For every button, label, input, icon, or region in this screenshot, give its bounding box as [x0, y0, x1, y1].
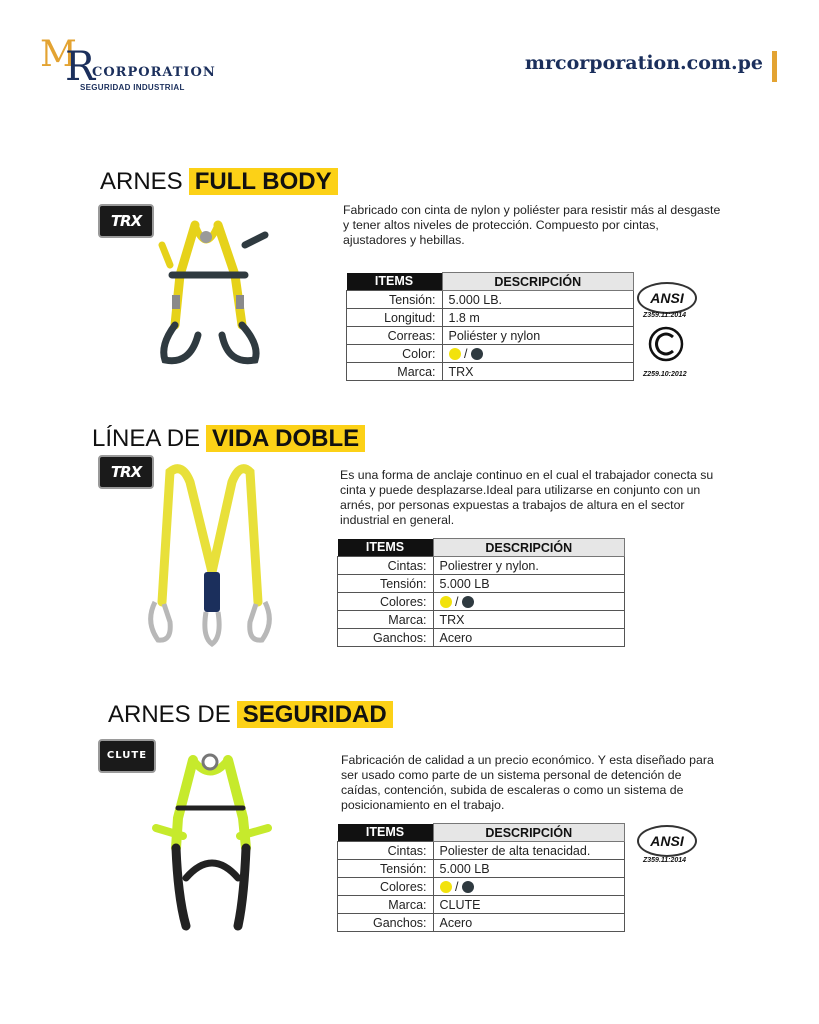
- row-label: Cintas:: [338, 557, 434, 575]
- items-header: ITEMS: [338, 824, 434, 842]
- csa-certification-icon: [648, 326, 684, 362]
- row-value: TRX: [433, 611, 625, 629]
- row-value: CLUTE: [433, 896, 625, 914]
- ansi-logo: ANSI: [637, 825, 697, 857]
- table-row: [338, 611, 625, 629]
- row-value: Acero: [433, 629, 625, 647]
- table-row: [347, 291, 634, 309]
- brand-badge-clute: CLUTE: [98, 739, 156, 773]
- safety-harness-image: [148, 748, 278, 933]
- spec-table-seguridad: [337, 823, 625, 932]
- row-label: Ganchos:: [338, 629, 434, 647]
- row-value-colors: /: [433, 593, 625, 611]
- product-description: Fabricación de calidad a un precio económico. Y esta diseñado para ser usado como parte de un sistema personal de detención de caídas, contención, subida de escaleras o como un sistema de posicionamiento en el trabajo.: [341, 753, 714, 812]
- row-label: Tensión:: [338, 575, 434, 593]
- spec-table-full-body: [346, 272, 634, 381]
- full-body-harness-image: [150, 215, 270, 370]
- row-label: Longitud:: [347, 309, 443, 327]
- title-highlight: VIDA DOBLE: [206, 425, 365, 452]
- description-header: DESCRIPCIÓN: [442, 273, 634, 291]
- title-plain: ARNES: [100, 168, 183, 195]
- csa-standard-code: Z259.10:2012: [643, 371, 687, 378]
- dark-color-swatch: [462, 596, 474, 608]
- row-label: Correas:: [347, 327, 443, 345]
- title-plain: LÍNEA DE: [92, 425, 201, 452]
- brand-badge-trx: TRX: [98, 455, 154, 489]
- title-highlight: FULL BODY: [189, 168, 338, 195]
- header-accent-bar: [772, 51, 777, 82]
- dark-color-swatch: [471, 348, 483, 360]
- dark-color-swatch: [462, 881, 474, 893]
- yellow-color-swatch: [449, 348, 461, 360]
- ansi-standard-code: Z359.11:2014: [643, 312, 687, 319]
- row-value: Poliestrer y nylon.: [433, 557, 625, 575]
- logo-company-name: CORPORATION: [92, 65, 216, 80]
- table-row: [338, 914, 625, 932]
- table-row: [338, 557, 625, 575]
- product-title-vida-doble: [92, 425, 365, 453]
- ansi-logo: ANSI: [637, 282, 697, 314]
- row-value: TRX: [442, 363, 634, 381]
- product-description: Es una forma de anclaje continuo en el cual el trabajador conecta su cinta y puede desplazarse.Ideal para utilizarse en conjunto con un arnés, por personas expuestas a trabajos de altura en el sector industrial en general.: [340, 468, 714, 527]
- table-row: [338, 878, 625, 896]
- logo-tagline: SEGURIDAD INDUSTRIAL: [80, 83, 185, 92]
- logo-letter-m: M: [40, 34, 77, 75]
- logo-letter-r: R: [65, 44, 96, 90]
- table-row: [347, 345, 634, 363]
- description-header: DESCRIPCIÓN: [433, 824, 625, 842]
- description-header: DESCRIPCIÓN: [433, 539, 625, 557]
- table-row: [338, 593, 625, 611]
- row-label: Cintas:: [338, 842, 434, 860]
- row-value: 5.000 LB.: [442, 291, 634, 309]
- table-row: [338, 575, 625, 593]
- table-row: [347, 327, 634, 345]
- title-plain: ARNES DE: [108, 701, 231, 728]
- items-header: ITEMS: [338, 539, 434, 557]
- company-logo: [40, 34, 230, 98]
- table-row: [347, 309, 634, 327]
- row-value: 5.000 LB: [433, 860, 625, 878]
- row-label: Tensión:: [347, 291, 443, 309]
- row-value-colors: /: [442, 345, 634, 363]
- row-label: Marca:: [347, 363, 443, 381]
- table-row: [338, 896, 625, 914]
- row-label: Marca:: [338, 896, 434, 914]
- yellow-color-swatch: [440, 596, 452, 608]
- items-header: ITEMS: [347, 273, 443, 291]
- table-row: [338, 629, 625, 647]
- table-row: [338, 860, 625, 878]
- product-title-seguridad: [108, 701, 393, 729]
- product-description: Fabricado con cinta de nylon y poliéster para resistir más al desgaste y tener altos niveles de protección. Compuesto por cintas, ajustadores y hebillas.: [343, 203, 721, 247]
- row-value: Poliéster y nylon: [442, 327, 634, 345]
- website-url[interactable]: mrcorporation.com.pe: [524, 52, 763, 74]
- row-label: Colores:: [338, 878, 434, 896]
- table-row: [338, 842, 625, 860]
- row-label: Ganchos:: [338, 914, 434, 932]
- row-value: 1.8 m: [442, 309, 634, 327]
- row-label: Tensión:: [338, 860, 434, 878]
- yellow-color-swatch: [440, 881, 452, 893]
- table-row: [347, 363, 634, 381]
- ansi-standard-code: Z359.11:2014: [643, 857, 687, 864]
- row-value: 5.000 LB: [433, 575, 625, 593]
- title-highlight: SEGURIDAD: [237, 701, 393, 728]
- row-value-colors: /: [433, 878, 625, 896]
- brand-badge-trx: TRX: [98, 204, 154, 238]
- row-label: Marca:: [338, 611, 434, 629]
- row-label: Color:: [347, 345, 443, 363]
- row-label: Colores:: [338, 593, 434, 611]
- row-value: Poliester de alta tenacidad.: [433, 842, 625, 860]
- spec-table-vida-doble: [337, 538, 625, 647]
- row-value: Acero: [433, 914, 625, 932]
- double-lanyard-image: [140, 462, 280, 652]
- product-title-full-body: [100, 168, 338, 196]
